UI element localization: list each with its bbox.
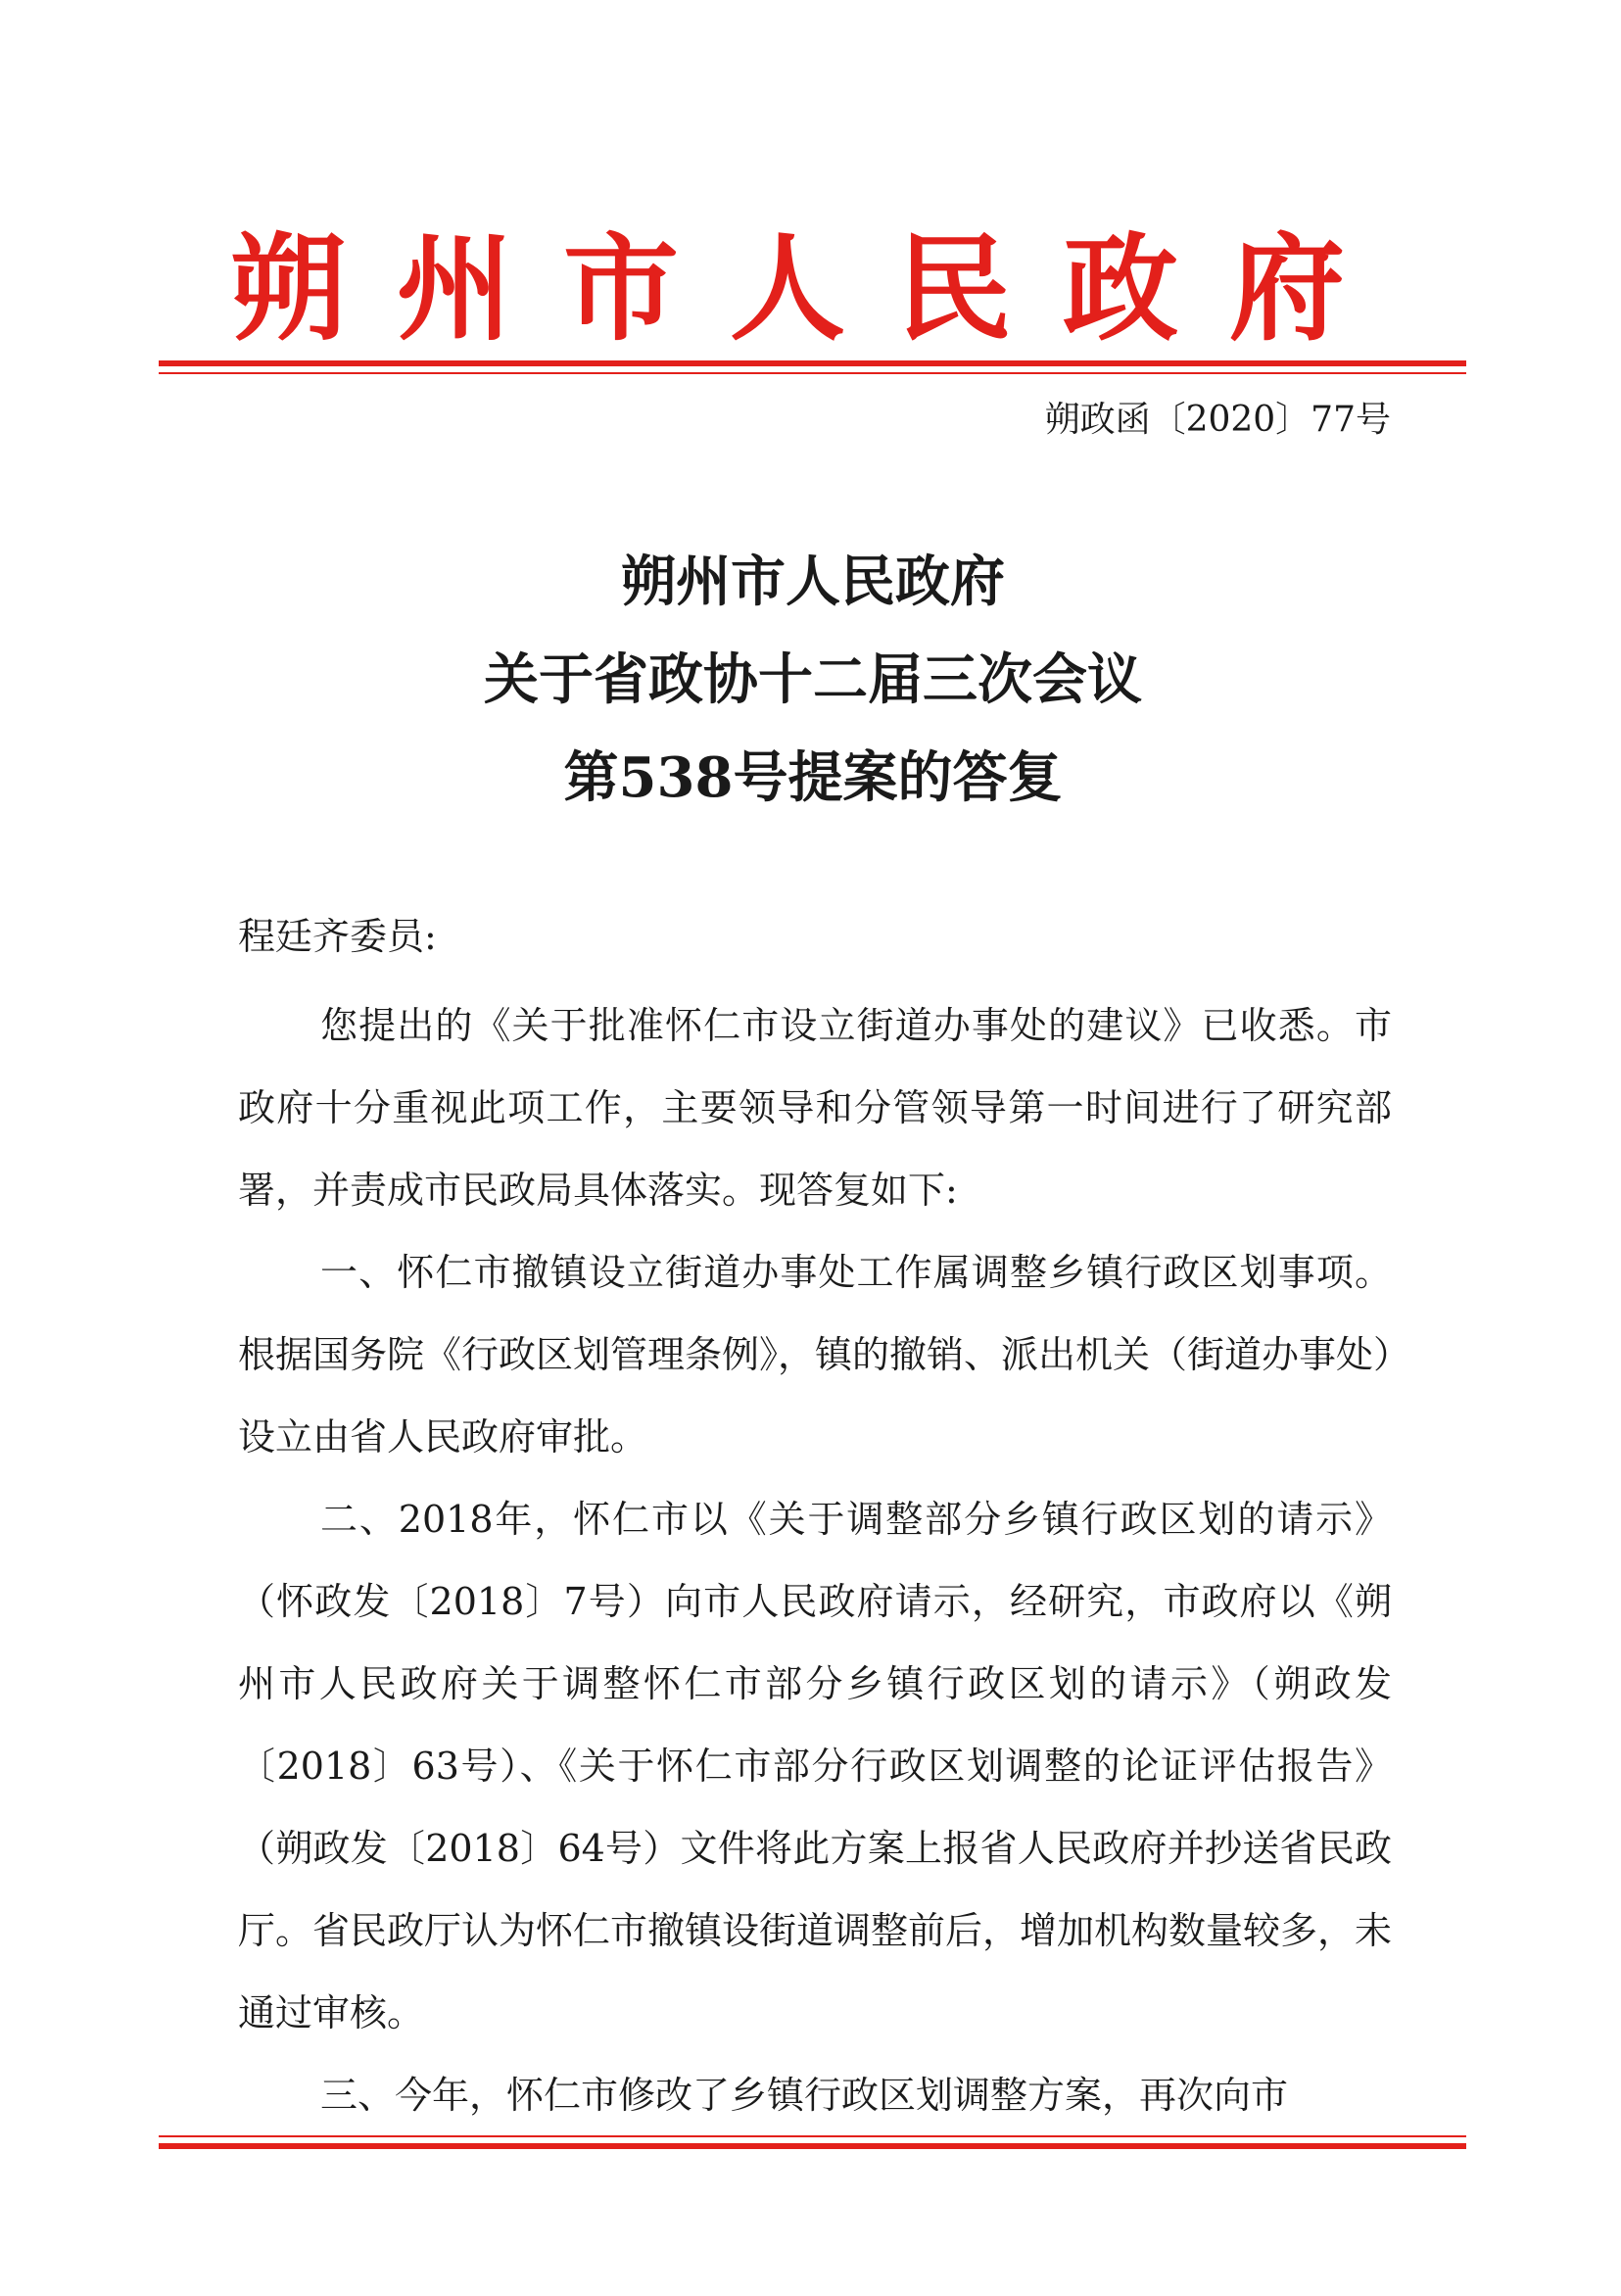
body-paragraph: 三、今年，怀仁市修改了乡镇行政区划调整方案，再次向市 bbox=[320, 2074, 1289, 2117]
body-paragraph: 您提出的《关于批准怀仁市设立街道办事处的建议》已收悉。市政府十分重视此项工作，主要领导和分管领导第一时间进行了研究部署，并责成市民政局具体落实。现答复如下: bbox=[238, 1004, 1392, 1212]
footer-rule-thick bbox=[159, 2143, 1466, 2149]
title-line-1: 朔州市人民政府 bbox=[621, 550, 1005, 614]
header-rule-thin bbox=[159, 372, 1466, 374]
agency-masthead: 朔州市人民政府 bbox=[229, 220, 1396, 357]
footer-rule-thin bbox=[159, 2135, 1466, 2137]
document-number: 朔政函〔2020〕77号 bbox=[1044, 400, 1391, 440]
body-paragraph: 一、怀仁市撤镇设立街道办事处工作属调整乡镇行政区划事项。根据国务院《行政区划管理条例》，镇的撤销、派出机关（街道办事处）设立由省人民政府审批。 bbox=[238, 1251, 1393, 1459]
title-line-3: 第538号提案的答复 bbox=[563, 745, 1063, 810]
salutation: 程廷齐委员: bbox=[238, 915, 437, 958]
body-paragraph: 二、2018年，怀仁市以《关于调整部分乡镇行政区划的请示》（怀政发〔2018〕7号）向市人民政府请示，经研究，市政府以《朔州市人民政府关于调整怀仁市部分乡镇行政区划的请示》（朔政发〔2018〕63号）、《关于怀仁市部分行政区划调整的论证评估报告》（朔政发〔2018〕64号）文件将此方案上报省人民政府并抄送省民政厅。省民政厅认为怀仁市撤镇设街道调整前后，增加机构数量较多，未通过审核。 bbox=[238, 1498, 1393, 2034]
header-rule-thick bbox=[159, 360, 1466, 366]
title-line-2: 关于省政协十二届三次会议 bbox=[484, 647, 1142, 712]
